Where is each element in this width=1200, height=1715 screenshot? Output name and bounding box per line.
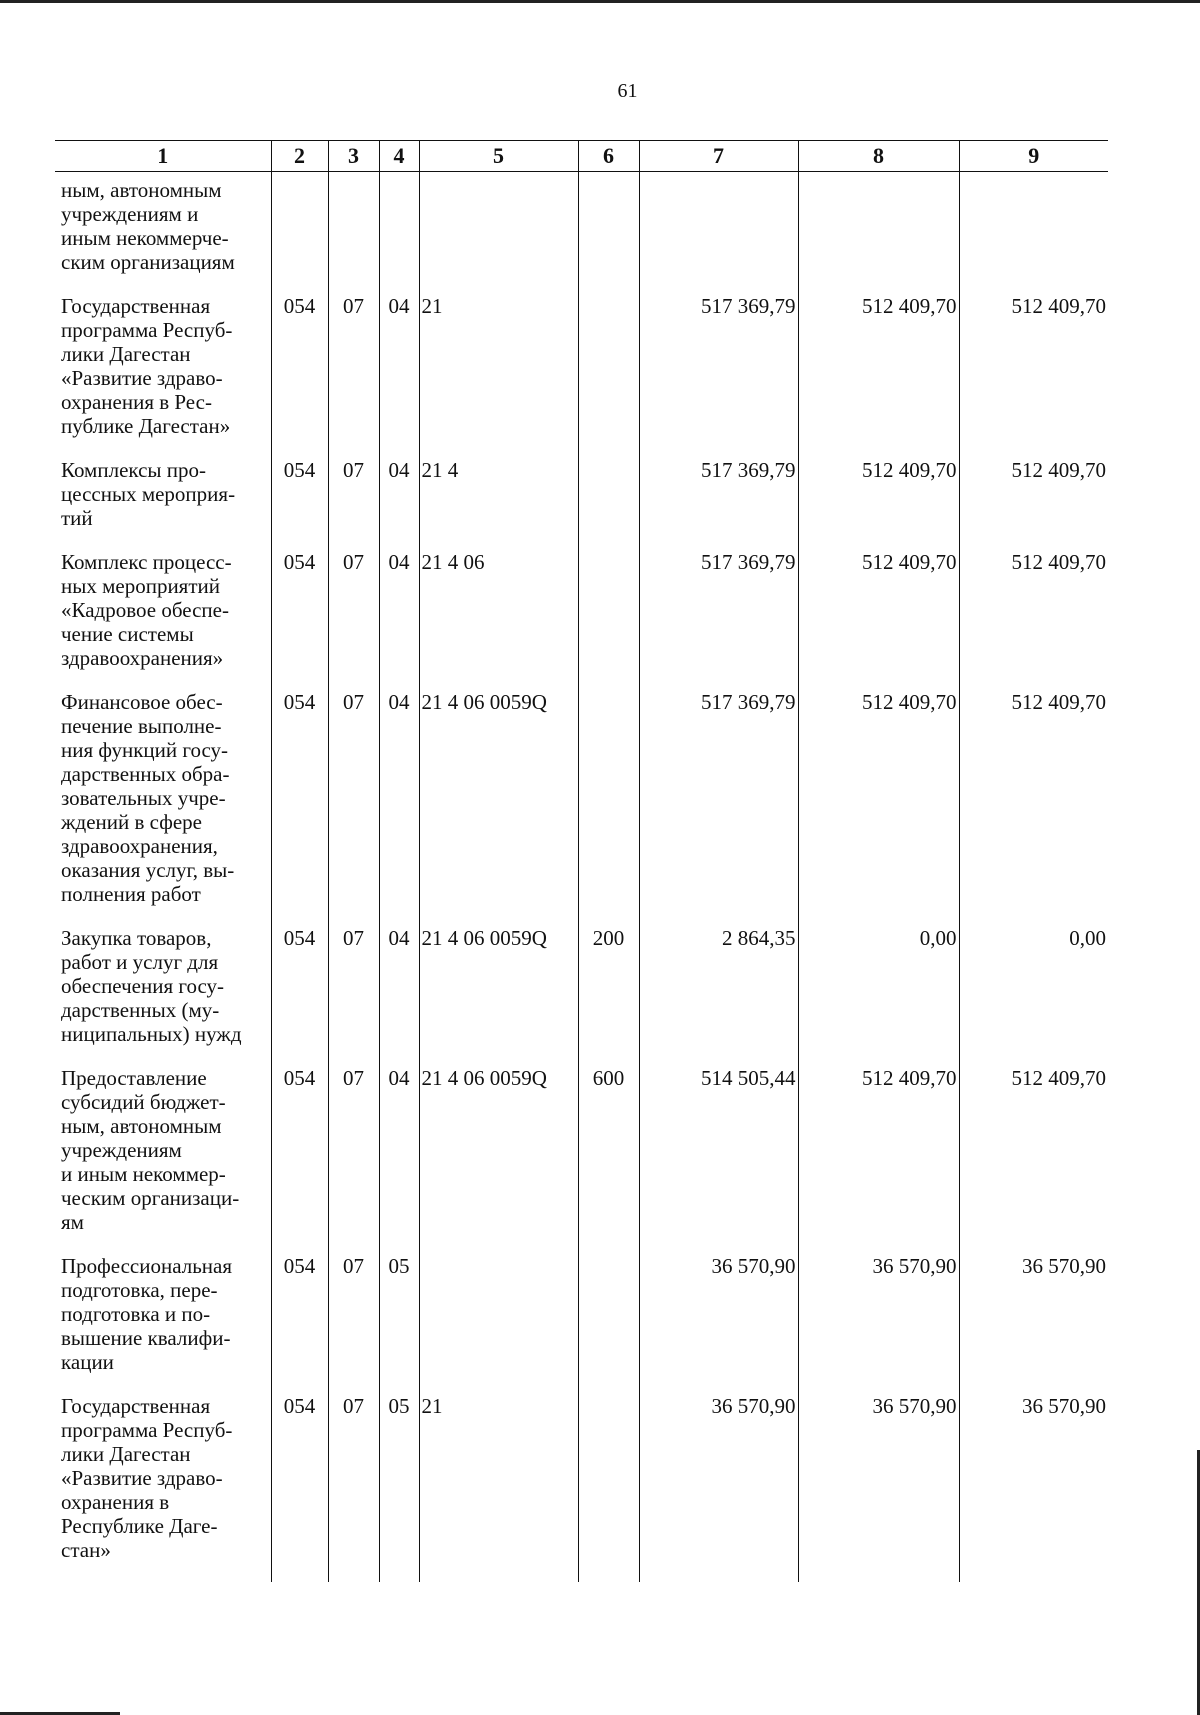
cell-amount-7: 2 864,35 xyxy=(639,926,798,1066)
cell-amount-9: 512 409,70 xyxy=(959,1066,1108,1254)
cell-amount-7 xyxy=(639,172,798,295)
cell-section: 07 xyxy=(328,1394,379,1582)
cell-amount-7: 514 505,44 xyxy=(639,1066,798,1254)
cell-section: 07 xyxy=(328,294,379,458)
cell-amount-8: 512 409,70 xyxy=(798,294,959,458)
cell-amount-9: 512 409,70 xyxy=(959,294,1108,458)
cell-amount-9: 512 409,70 xyxy=(959,550,1108,690)
cell-subsection: 04 xyxy=(379,294,419,458)
cell-amount-7: 517 369,79 xyxy=(639,690,798,926)
column-header: 3 xyxy=(328,141,379,172)
cell-amount-7: 517 369,79 xyxy=(639,294,798,458)
cell-target-article: 21 xyxy=(419,1394,578,1582)
cell-amount-9: 512 409,70 xyxy=(959,690,1108,926)
cell-target-article: 21 4 06 0059Q xyxy=(419,690,578,926)
column-header: 5 xyxy=(419,141,578,172)
column-header: 1 xyxy=(55,141,271,172)
cell-expense-type xyxy=(578,550,639,690)
cell-admin-code: 054 xyxy=(271,458,328,550)
cell-admin-code: 054 xyxy=(271,690,328,926)
cell-subsection: 04 xyxy=(379,926,419,1066)
cell-expense-type: 600 xyxy=(578,1066,639,1254)
row-description: Государственная программа Респуб- лики Дагестан «Развитие здраво- охранения в Республике Даге- стан» xyxy=(61,1394,233,1562)
cell-admin-code: 054 xyxy=(271,1394,328,1582)
table-row xyxy=(55,926,1108,1066)
column-header: 8 xyxy=(798,141,959,172)
row-description: ным, автономным учреждениям и иным некоммерче- ским организациям xyxy=(61,178,235,274)
cell-subsection: 04 xyxy=(379,458,419,550)
table-row xyxy=(55,458,1108,550)
cell-subsection xyxy=(379,172,419,295)
cell-amount-7: 36 570,90 xyxy=(639,1254,798,1394)
page-number: 61 xyxy=(617,80,638,102)
cell-amount-9: 512 409,70 xyxy=(959,458,1108,550)
cell-target-article xyxy=(419,172,578,295)
row-description: Финансовое обес- печение выполне- ния функций госу- дарственных обра- зовательных учре- ждений в сфере здравоохранения, оказания услуг, вы- полнения работ xyxy=(61,690,235,906)
cell-section: 07 xyxy=(328,926,379,1066)
cell-amount-9: 36 570,90 xyxy=(959,1394,1108,1582)
table-header-row xyxy=(55,141,1108,172)
cell-section: 07 xyxy=(328,1254,379,1394)
cell-subsection: 05 xyxy=(379,1254,419,1394)
cell-target-article: 21 4 xyxy=(419,458,578,550)
cell-subsection: 05 xyxy=(379,1394,419,1582)
table-row xyxy=(55,1254,1108,1394)
row-description: Предоставление субсидий бюджет- ным, автономным учреждениям и иным некоммер- ческим организаци- ям xyxy=(61,1066,240,1234)
cell-admin-code xyxy=(271,172,328,295)
cell-amount-8: 512 409,70 xyxy=(798,458,959,550)
cell-section xyxy=(328,172,379,295)
cell-amount-8: 36 570,90 xyxy=(798,1394,959,1582)
cell-amount-8: 512 409,70 xyxy=(798,550,959,690)
cell-subsection: 04 xyxy=(379,1066,419,1254)
cell-section: 07 xyxy=(328,1066,379,1254)
column-header: 7 xyxy=(639,141,798,172)
cell-amount-9: 0,00 xyxy=(959,926,1108,1066)
table-row xyxy=(55,550,1108,690)
cell-amount-7: 517 369,79 xyxy=(639,458,798,550)
table-row xyxy=(55,1066,1108,1254)
cell-expense-type xyxy=(578,690,639,926)
cell-expense-type: 200 xyxy=(578,926,639,1066)
column-header: 4 xyxy=(379,141,419,172)
cell-expense-type xyxy=(578,1254,639,1394)
cell-target-article: 21 4 06 0059Q xyxy=(419,926,578,1066)
budget-table xyxy=(55,140,1108,1582)
cell-amount-8: 0,00 xyxy=(798,926,959,1066)
cell-amount-7: 36 570,90 xyxy=(639,1394,798,1582)
cell-target-article: 21 4 06 0059Q xyxy=(419,1066,578,1254)
cell-expense-type xyxy=(578,172,639,295)
cell-admin-code: 054 xyxy=(271,1254,328,1394)
table-row xyxy=(55,1394,1108,1582)
cell-expense-type xyxy=(578,1394,639,1582)
cell-subsection: 04 xyxy=(379,690,419,926)
row-description: Комплекс процесс- ных мероприятий «Кадровое обеспе- чение системы здравоохранения» xyxy=(61,550,232,670)
cell-expense-type xyxy=(578,294,639,458)
cell-target-article: 21 4 06 xyxy=(419,550,578,690)
cell-expense-type xyxy=(578,458,639,550)
cell-admin-code: 054 xyxy=(271,550,328,690)
cell-amount-7: 517 369,79 xyxy=(639,550,798,690)
cell-section: 07 xyxy=(328,690,379,926)
row-description: Профессиональная подготовка, пере- подготовка и по- вышение квалифи- кации xyxy=(61,1254,233,1374)
cell-target-article: 21 xyxy=(419,294,578,458)
column-header: 6 xyxy=(578,141,639,172)
scan-border-top xyxy=(0,0,1200,3)
row-description: Государственная программа Респуб- лики Дагестан «Развитие здраво- охранения в Рес- публике Дагестан» xyxy=(61,294,233,438)
cell-amount-8: 512 409,70 xyxy=(798,1066,959,1254)
cell-admin-code: 054 xyxy=(271,1066,328,1254)
cell-amount-9 xyxy=(959,172,1108,295)
cell-section: 07 xyxy=(328,458,379,550)
table-row xyxy=(55,172,1108,295)
cell-subsection: 04 xyxy=(379,550,419,690)
cell-amount-8: 36 570,90 xyxy=(798,1254,959,1394)
cell-amount-8: 512 409,70 xyxy=(798,690,959,926)
column-header: 2 xyxy=(271,141,328,172)
cell-admin-code: 054 xyxy=(271,926,328,1066)
cell-admin-code: 054 xyxy=(271,294,328,458)
cell-target-article xyxy=(419,1254,578,1394)
column-header: 9 xyxy=(959,141,1108,172)
row-description: Закупка товаров, работ и услуг для обеспечения госу- дарственных (му- ниципальных) нужд xyxy=(61,926,242,1046)
table-row xyxy=(55,690,1108,926)
cell-amount-8 xyxy=(798,172,959,295)
row-description: Комплексы про- цессных мероприя- тий xyxy=(61,458,236,530)
cell-section: 07 xyxy=(328,550,379,690)
cell-amount-9: 36 570,90 xyxy=(959,1254,1108,1394)
table-row xyxy=(55,294,1108,458)
